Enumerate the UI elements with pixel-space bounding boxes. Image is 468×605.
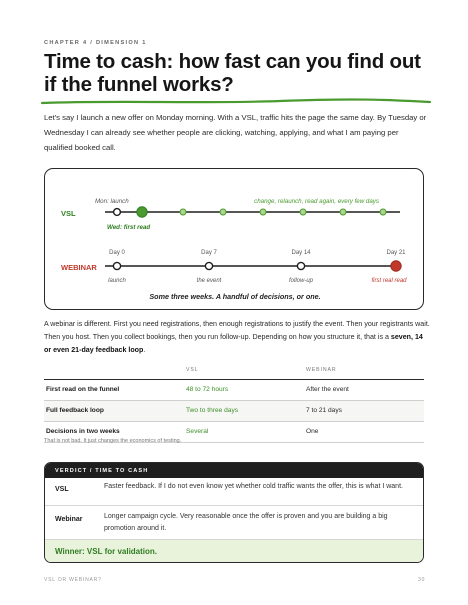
vsl-first-read-marker <box>137 207 147 217</box>
table-row-label: Decisions in two weeks <box>44 421 184 442</box>
table-header-cell <box>44 362 184 379</box>
table-row-label: Full feedback loop <box>44 400 184 421</box>
table-row-label: First read on the funnel <box>44 379 184 400</box>
table-header-cell: WEBINAR <box>304 362 424 379</box>
verdict-row-value: Faster feedback. If I do not even know yet whether cold traffic wants the offer, this is what I want. <box>104 483 403 490</box>
table-row <box>44 379 424 400</box>
comparison-table <box>44 362 424 443</box>
webinar-marker-day21 <box>391 261 401 271</box>
webinar-paragraph <box>44 318 430 358</box>
verdict-row-key: Webinar <box>55 516 83 523</box>
verdict-header: VERDICT / TIME TO CASH <box>45 463 423 478</box>
webinar-event-label: the event <box>196 278 222 284</box>
table-cell-vsl: 48 to 72 hours <box>184 379 304 400</box>
day-label: Day 14 <box>291 250 311 256</box>
vsl-top-right-label: change, relaunch, read again, every few days <box>254 198 379 205</box>
vsl-iteration-marker <box>260 209 266 215</box>
webinar-marker-day0 <box>113 262 120 269</box>
vsl-iteration-marker <box>180 209 186 215</box>
vsl-iteration-marker <box>340 209 346 215</box>
table-header-row <box>44 362 424 379</box>
vsl-iteration-marker <box>300 209 306 215</box>
webinar-marker-day14 <box>297 262 304 269</box>
webinar-event-label: follow-up <box>288 278 314 284</box>
webinar-paragraph-tail: . <box>143 346 146 355</box>
table-cell-vsl: Two to three days <box>184 400 304 421</box>
timeline-caption: Some three weeks. A handful of decisions, or one. <box>149 292 321 301</box>
webinar-event-label: launch <box>108 278 126 284</box>
verdict-box <box>44 462 424 563</box>
table-header-cell: VSL <box>184 362 304 379</box>
verdict-winner: Winner: VSL for validation. <box>45 540 423 563</box>
webinar-marker-day7 <box>205 262 212 269</box>
feedback-loop-emphasis: seven, 14 or even 21-day feedback loop <box>44 333 423 355</box>
title-underline-rule <box>40 98 432 106</box>
footer-running-title: VSL OR WEBINAR? <box>44 577 102 583</box>
timeline-figure <box>44 168 424 310</box>
webinar-paragraph-text: A webinar is different. First you need registrations, then enough registrations to justify the event. Then your registrants wait. Then you host. Then you collect bookings, then you run follow-up. Depending on how you structure it, that is a <box>44 320 430 342</box>
table-cell-webinar: After the event <box>304 379 424 400</box>
table-cell-vsl: Several <box>184 421 304 442</box>
page-number: 30 <box>418 577 426 583</box>
vsl-row-label: VSL <box>61 209 76 218</box>
page-title: Time to cash: how fast can you find out if the funnel works? <box>44 50 421 96</box>
verdict-row <box>45 506 423 540</box>
webinar-event-label: first real read <box>371 278 407 284</box>
day-label: Day 7 <box>201 250 217 256</box>
vsl-iteration-marker <box>380 209 386 215</box>
table-note: That is not bad. It just changes the economics of testing. <box>44 438 182 444</box>
table-cell-webinar: One <box>304 421 424 442</box>
verdict-row-key: VSL <box>55 486 69 493</box>
chapter-eyebrow: CHAPTER 4 / DIMENSION 1 <box>44 40 147 46</box>
vsl-top-left-label: Mon: launch <box>95 198 129 205</box>
table-cell-webinar: 7 to 21 days <box>304 400 424 421</box>
table-row <box>44 400 424 421</box>
timeline-svg <box>45 169 425 311</box>
vsl-iteration-marker <box>220 209 226 215</box>
intro-paragraph: Let's say I launch a new offer on Monday morning. With a VSL, traffic hits the page the same day. By Tuesday or Wednesday I can already see whether people are clicking, watching, applying, and what I am paying per qualified booked call. <box>44 113 427 153</box>
verdict-row-value: Longer campaign cycle. Very reasonable once the offer is proven and you are building a big promotion around it. <box>104 513 388 532</box>
vsl-launch-marker <box>114 209 121 216</box>
vsl-first-read-label: Wed: first read <box>107 224 151 231</box>
verdict-row <box>45 478 423 506</box>
day-label: Day 21 <box>386 250 406 256</box>
webinar-row-label: WEBINAR <box>61 263 97 272</box>
day-label: Day 0 <box>109 250 125 256</box>
